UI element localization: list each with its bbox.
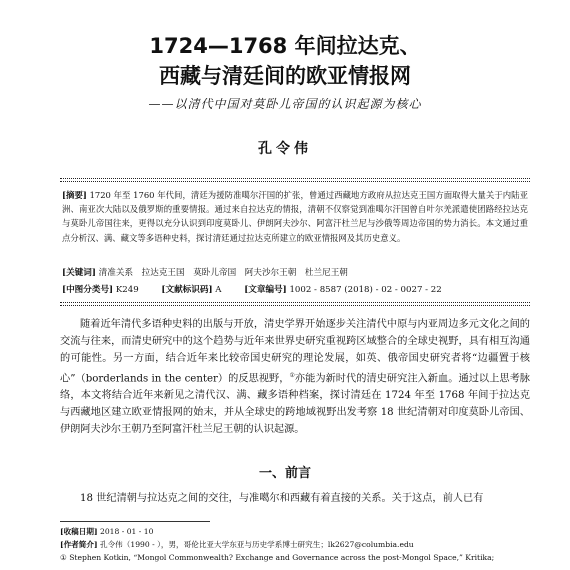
keywords-line [62,266,528,278]
abstract-bottom-rule [60,302,530,306]
abstract-text: 1720 年至 1760 年代间，清廷为援防准噶尔汗国的扩张，曾通过西藏地方政府从拉达克王国方面取得大量关于内陆亚洲、南亚次大陆以及俄罗斯的重要情报。通过来自拉达克的情报，清朝不仅察觉到准噶尔汗国曾自叶尔羌派遣使团路经拉达克与莫卧儿帝国往来，更得以充分认识到印度莫卧儿、伊朗阿夫沙尔、阿富汗杜兰尼与沙俄等周边帝国的势力消长。本文通过重点分析汉、满、藏文等多语种史料，探讨清廷通过拉达克所建立的欧亚情报网及其历史意义。 [62,190,528,243]
classification-line [62,283,528,295]
paper-title-line-1: 1724—1768 年间拉达克、 [149,34,421,58]
body-paragraph-2: 18 世纪清朝与拉达克之间的交往，与准噶尔和西藏有着直接的关系。关于这点，前人已有 [80,493,484,504]
keywords-label: [关键词] [62,268,96,278]
section-heading: 一、前言 [258,466,311,481]
footnote-author-bio [60,538,530,551]
footnote-received [60,525,530,538]
article-number-label: [文章编号] [244,285,287,295]
keywords-text: 清准关系 拉达克王国 莫卧儿帝国 阿夫沙尔王朝 杜兰尼王朝 [98,268,348,278]
footnote-1-marker: ① [60,553,67,562]
abstract-block [62,188,528,245]
body-text-part-2: 亦能为新时代的清史研究注入新血。通过以上思考脉络，本文将结合近年来新见之清代汉、满、藏多语种档案，探讨清廷在 1724 年至 1768 年间于拉达克与西藏地区建立欧亚情报网的始末，并从全球史的跨地域视野出发考察 18 世纪清朝对印度莫卧儿帝国、伊朗阿夫沙尔王朝乃至阿富汗杜兰尼王朝的认识起源。 [60,373,530,436]
body-text-part-1: 随着近年清代多语种史料的出版与开放，清史学界开始逐步关注清代中原与内亚周边多元文化之间的交流与往来，而清史研究中的这个趋势与近年来世界史研究重视跨区域整合的全球史视野，具有相互沟通的可能性。另一方面，结合近年来比较帝国史研究的理论发展，如英、俄帝国史研究者将“边疆置于核心”（borderlands in the center）的反思视野， [60,319,530,385]
clc-label: [中图分类号] [62,285,114,295]
body-paragraph-1 [60,316,530,438]
clc-field [62,285,151,295]
author-bio-value: 孔令伟（1990 - ），男，哥伦比亚大学东亚与历史学系博士研究生；lk2627@columbia.edu [99,540,414,549]
abstract-top-rule [60,178,530,182]
article-number-value: 1002 - 8587 (2018) - 02 - 0027 - 22 [289,285,442,295]
doc-code-label: [文献标识码] [161,285,213,295]
paper-title-line-2: 西藏与清廷间的欧亚情报网 [159,64,411,88]
clc-value: K249 [115,285,139,295]
footnote-1 [60,551,530,564]
footnote-rule [60,521,210,522]
footnotes [60,525,530,564]
paper-subtitle: ——以清代中国对莫卧儿帝国的认识起源为核心 [148,97,422,111]
received-label: [收稿日期] [60,527,98,536]
abstract-label: [摘要] [62,190,87,200]
footnote-ref-1[interactable]: ① [289,372,295,379]
received-value: 2018 - 01 - 10 [99,527,154,536]
footnote-1-text: Stephen Kotkin, “Mongol Commonwealth? Exchange and Governance across the post-Mongol Space,” Kritika; [69,553,495,562]
doc-code-field [161,285,234,295]
doc-code-value: A [215,285,222,295]
article-number-field [244,285,452,295]
author-bio-label: [作者简介] [60,540,98,549]
author-name: 孔令伟 [258,141,312,157]
